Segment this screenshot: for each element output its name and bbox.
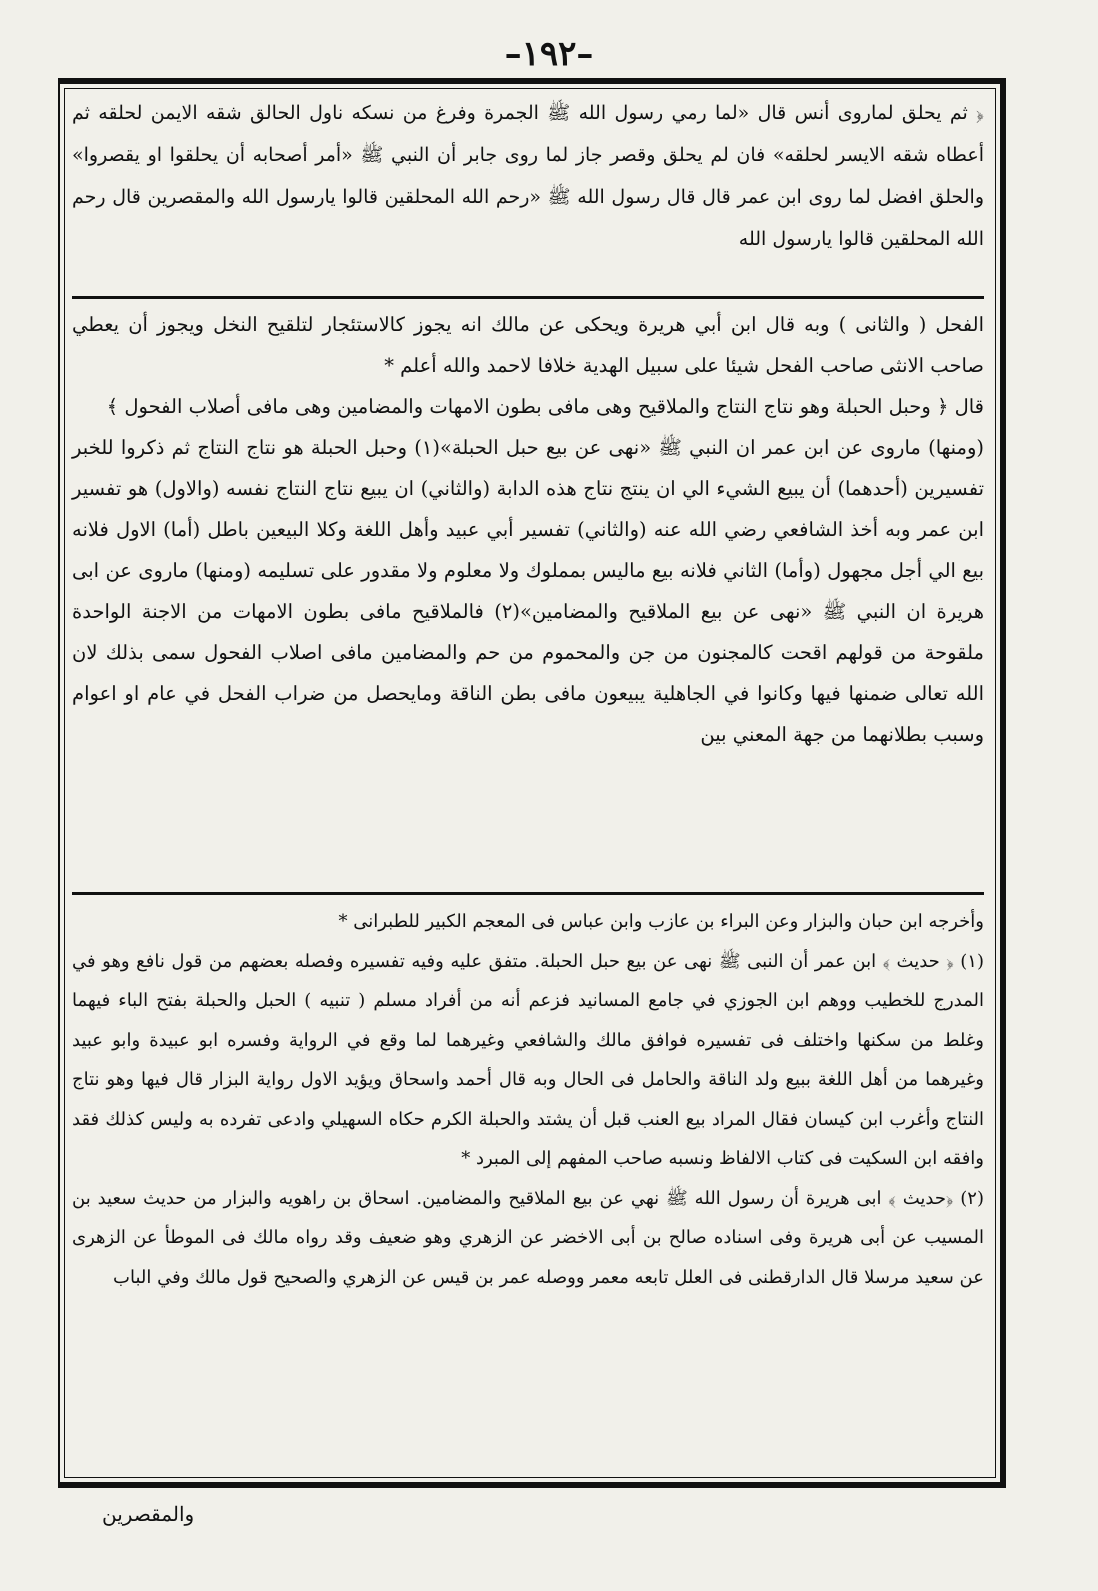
catchword: والمقصرين — [102, 1502, 195, 1526]
footnote-paragraph: (٢) ﴿حديث ﴾ ابى هريرة أن رسول الله ﷺ نهي عن بيع الملاقيح والمضامين. اسحاق بن راهويه والبزار من حديث سعيد بن المسيب عن أبى هريرة وفى اسناده صالح بن أبى الاخضر عن الزهري وهو ضعيف وقد رواه مالك فى الموطأ عن الزهرى عن سعيد مرسلا قال الدارقطنى فى العلل تابعه معمر ووصله عمر بن قيس عن الزهري والصحيح قول مالك وفي الباب — [72, 1187, 984, 1288]
commentary-paragraph: (ومنها) ماروى عن ابن عمر ان النبي ﷺ «نهى عن بيع حبل الحبلة»(١) وحبل الحبلة هو نتاج النتاج ثم ذكروا للخبر تفسيرين (أحدهما) أن يبيع الشيء الي ان ينتج نتاج هذه الدابة (والثاني) ان يبيع نتاج النتاج نفسه (والاول) هو تفسير ابن عمر وبه أخذ الشافعي رضي الله عنه (والثاني) تفسير أبي عبيد وأهل اللغة وكلا البيعين باطل (أما) الاول فلانه بيع الي أجل مجهول (وأما) الثاني فلانه بيع ماليس بمملوك ولا معلوم ولا مقدور على تسليمه (ومنها) ماروى عن ابى هريرة ان النبي ﷺ «نهى عن بيع الملاقيح والمضامين»(٢) فالملاقيح مافى بطون الامهات من الاجنة الواحدة ملقوحة من قولهم اقحت كالمجنون من جن والمحموم من حم والمضامين مافى اصلاب الفحول سمى بذلك لان الله تعالى ضمنها فيها وكانوا في الجاهلية يبيعون مافى بطن الناقة ومايحصل من ضراب الفحل في عام او اعوام وسبب بطلانهما من جهة المعني بين — [72, 436, 985, 746]
footnote-paragraph: (١) ﴿ حديث ﴾ ابن عمر أن النبى ﷺ نهى عن بيع حبل الحبلة. متفق عليه وفيه تفسيره وفصله بعضهم من قول نافع وهو في المدرج للخطيب ووهم ابن الجوزي في جامع المسانيد فزعم أنه من أفراد مسلم ( تنبيه ) الحبل والحبلة بفتح الباء فيهما وغلط من سكنها واختلف فى تفسيره فوافق مالك والشافعي وغيرهما لما وقع في الرواية وفسره ابو عبيدة وابو عبيد وغيرهما من أهل اللغة ببيع ولد الناقة والحامل فى الحال وبه قال أحمد واسحاق ويؤيد الاول رواية البزار قال فيها وهو نتاج النتاج وأغرب ابن كيسان فقال المراد بيع العنب قبل أن يشتد والحبلة الكرم حكاه السهيلي وادعى تفرده به وليس كذلك فقد وافقه ابن السكيت فى كتاب الالفاظ ونسبه صاحب المفهم إلى المبرد * — [72, 950, 984, 1169]
footnote-divider — [72, 892, 984, 895]
commentary-paragraph: قال ﴿ وحبل الحبلة وهو نتاج النتاج والملاقيح وهى مافى بطون الامهات والمضامين وهى مافى أصلاب الفحول ﴾ — [106, 395, 984, 418]
section-divider — [72, 296, 984, 299]
footnote-paragraph: وأخرجه ابن حبان والبزار وعن البراء بن عازب وابن عباس فى المعجم الكبير للطبرانى * — [338, 911, 984, 932]
page-number: –١٩٢– — [504, 34, 594, 74]
commentary-text — [72, 304, 984, 755]
commentary-paragraph: الفحل ( والثانى ) وبه قال ابن أبي هريرة ويحكى عن مالك انه يجوز كالاستئجار لتلقيح النخل ويجوز أن يعطي صاحب الانثى صاحب الفحل شيئا على سبيل الهدية خلافا لاحمد والله أعلم * — [72, 313, 984, 377]
matn-text — [72, 92, 984, 260]
footnotes — [72, 902, 984, 1297]
matn-paragraph: ﴿ ثم يحلق لماروى أنس قال «لما رمي رسول الله ﷺ الجمرة وفرغ من نسكه ناول الحالق شقه الايمن لحلقه ثم أعطاه شقه الايسر لحلقه» فان لم يحلق وقصر جاز لما روى جابر أن النبي ﷺ «أمر أصحابه أن يحلقوا او يقصروا» والحلق افضل لما روى ابن عمر قال قال رسول الله ﷺ «رحم الله المحلقين قالوا يارسول الله والمقصرين قال رحم الله المحلقين قالوا يارسول الله — [72, 102, 984, 250]
